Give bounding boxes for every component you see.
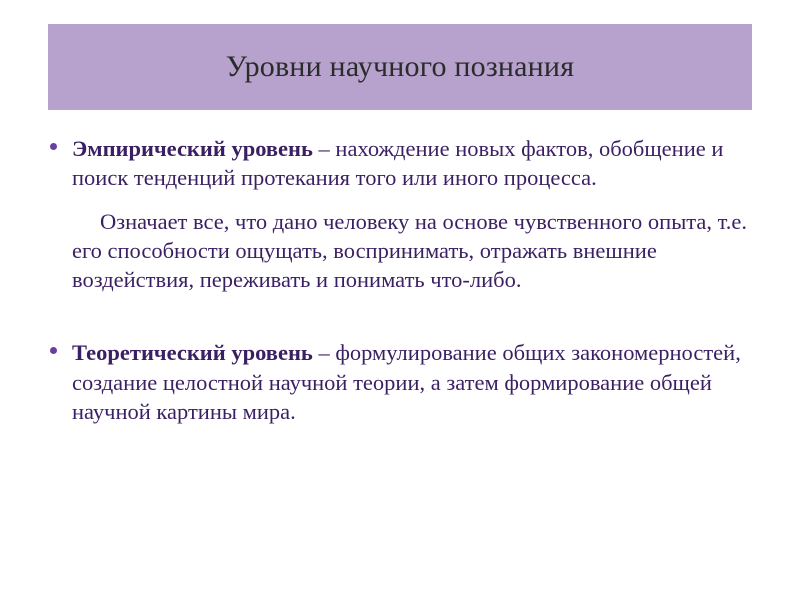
bullet-item-empirical [42, 134, 758, 294]
slide-body [42, 134, 758, 426]
page-title: Уровни научного познания [225, 50, 575, 83]
bullet-body-text: – формулирование общих закономерностей, создание целостной научной теории, а затем формирование общей научной картины мира. [72, 340, 741, 424]
bullet-dot-icon [50, 347, 57, 354]
bullet-paragraph [72, 338, 758, 426]
bullet-body-text: – нахождение новых фактов, обобщение и поиск тенденций протекания того или иного процесса. [72, 136, 724, 191]
bullet-paragraph [72, 134, 758, 193]
bullet-lead-term: Эмпирический уровень [72, 136, 313, 161]
title-banner [48, 24, 752, 110]
bullet-dot-icon [50, 143, 57, 150]
bullet-extra-paragraph: Означает все, что дано человеку на основе чувственного опыта, т.е. его способности ощущать, воспринимать, отражать внешние воздействия, переживать и понимать что-либо. [72, 208, 748, 292]
bullet-lead-term: Теоретический уровень [72, 340, 313, 366]
bullet-item-theoretical [42, 338, 758, 426]
